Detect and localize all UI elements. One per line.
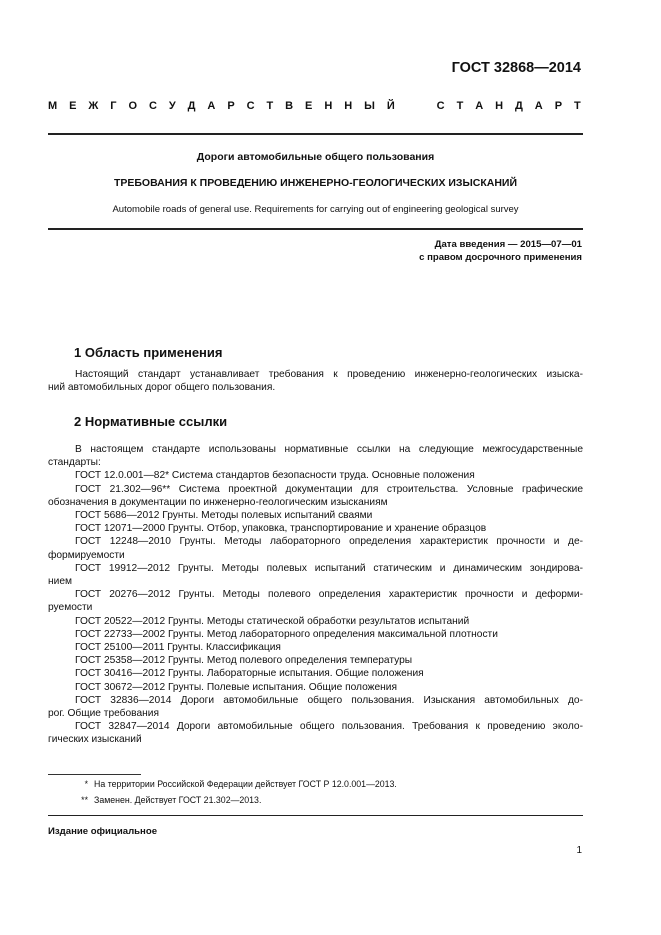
banner-letter: Е bbox=[305, 100, 313, 112]
reference-line: ГОСТ 25100—2011 Грунты. Классификация bbox=[75, 642, 281, 654]
banner-letter: Н bbox=[344, 100, 353, 112]
footnote-text: Заменен. Действует ГОСТ 21.302—2013. bbox=[94, 795, 262, 805]
banner-letter: Н bbox=[495, 100, 504, 112]
section-1-heading: 1 Область применения bbox=[74, 345, 223, 360]
document-number: ГОСТ 32868—2014 bbox=[451, 60, 581, 76]
banner-letter: Й bbox=[386, 100, 395, 112]
banner-letter: С bbox=[246, 100, 255, 112]
banner-letter: Е bbox=[69, 100, 77, 112]
reference-line: ГОСТ 25358—2012 Грунты. Метод полевого определения температуры bbox=[75, 655, 413, 667]
section-2-body bbox=[48, 443, 583, 747]
reference-line: ГОСТ 19912—2012 Грунты. Методы полевых испытаний статическим и динамическим зондирова- bbox=[75, 562, 583, 574]
banner-letter: А bbox=[207, 100, 216, 112]
footnote-mark: ** bbox=[81, 795, 88, 805]
banner-letter: Т bbox=[456, 100, 464, 112]
reference-line: ГОСТ 20522—2012 Грунты. Методы статической обработки результатов испытаний bbox=[75, 615, 470, 627]
reference-line: ГОСТ 22733—2002 Грунты. Метод лабораторного определения максимальной плотности bbox=[75, 628, 498, 640]
banner-letter: Ы bbox=[364, 100, 375, 112]
reference-line: руемости bbox=[48, 602, 93, 614]
reference-line: ГОСТ 32847—2014 Дороги автомобильные общего пользования. Требования к проведению эколо- bbox=[75, 721, 583, 733]
document-subtitle: Дороги автомобильные общего пользования bbox=[196, 151, 435, 163]
banner-letter bbox=[407, 100, 410, 112]
footnote-mark: * bbox=[84, 779, 88, 789]
introduction-date-line: Дата введения — 2015—07—01 bbox=[434, 239, 582, 250]
section-1-line: Настоящий стандарт устанавливает требования к проведению инженерно-геологических изыска- bbox=[75, 369, 583, 380]
section-1-body bbox=[48, 368, 583, 394]
reference-line: ГОСТ 20276—2012 Грунты. Методы полевого определения характеристик прочности и деформи- bbox=[75, 589, 583, 601]
footnote-divider bbox=[48, 774, 141, 775]
banner-letter: О bbox=[128, 100, 138, 112]
banner-letter: М bbox=[48, 100, 58, 112]
interstate-standard-banner bbox=[48, 100, 581, 112]
banner-letter: С bbox=[148, 100, 157, 112]
banner-letter: Г bbox=[110, 100, 117, 112]
introduction-date bbox=[419, 238, 582, 264]
document-title: ТРЕБОВАНИЯ К ПРОВЕДЕНИЮ ИНЖЕНЕРНО-ГЕОЛОГИЧЕСКИХ ИЗЫСКАНИЙ bbox=[113, 177, 518, 189]
reference-line: ГОСТ 12248—2010 Грунты. Методы лабораторного определения характеристик прочности и де- bbox=[75, 536, 583, 548]
footer-divider bbox=[48, 815, 583, 816]
banner-letter: Р bbox=[554, 100, 563, 112]
banner-letter: А bbox=[534, 100, 543, 112]
banner-letter: Н bbox=[324, 100, 333, 112]
reference-line: нием bbox=[48, 576, 72, 588]
reference-line: ГОСТ 30672—2012 Грунты. Полевые испытания. Общие положения bbox=[75, 681, 397, 693]
banner-letter: Ж bbox=[88, 100, 99, 112]
section-2-heading: 2 Нормативные ссылки bbox=[74, 414, 228, 429]
reference-line: гических изысканий bbox=[48, 734, 142, 746]
reference-line: стандарты: bbox=[48, 457, 101, 469]
reference-line: обозначения в документации по инженерно-геологическим изысканиям bbox=[48, 496, 388, 508]
reference-line: формируемости bbox=[48, 549, 125, 561]
banner-letter: Т bbox=[573, 100, 581, 112]
banner-letter: В bbox=[285, 100, 294, 112]
page-number: 1 bbox=[576, 845, 582, 856]
reference-line: рог. Общие требования bbox=[48, 708, 159, 720]
reference-line: ГОСТ 5686—2012 Грунты. Методы полевых испытаний сваями bbox=[75, 510, 373, 522]
banner-letter: Р bbox=[227, 100, 235, 112]
reference-line: ГОСТ 12071—2000 Грунты. Отбор, упаковка, транспортирование и хранение образцов bbox=[75, 523, 487, 535]
banner-letter: С bbox=[436, 100, 445, 112]
document-title-english: Automobile roads of general use. Requirements for carrying out of engineering geological survey bbox=[112, 204, 519, 215]
banner-letter: Д bbox=[187, 100, 196, 112]
footnote-2 bbox=[74, 795, 261, 805]
official-edition-label: Издание официальное bbox=[48, 826, 158, 837]
top-divider bbox=[48, 133, 583, 135]
footnote-text: На территории Российской Федерации действует ГОСТ Р 12.0.001—2013. bbox=[94, 779, 397, 789]
reference-line: ГОСТ 12.0.001—82* Система стандартов безопасности труда. Основные положения bbox=[75, 470, 475, 482]
reference-line: ГОСТ 21.302—96** Система проектной документации для строительства. Условные графические bbox=[75, 483, 583, 495]
banner-letter: У bbox=[168, 100, 176, 112]
footnote-1 bbox=[74, 779, 397, 789]
reference-line: В настоящем стандарте использованы нормативные ссылки на следующие межгосударственные bbox=[75, 444, 583, 455]
banner-letter: Д bbox=[515, 100, 523, 112]
section-1-line: ний автомобильных дорог общего пользования. bbox=[48, 382, 276, 394]
banner-letter: А bbox=[475, 100, 484, 112]
banner-letter: Т bbox=[266, 100, 274, 112]
banner-letter bbox=[422, 100, 425, 112]
early-application-line: с правом досрочного применения bbox=[419, 252, 582, 263]
reference-line: ГОСТ 32836—2014 Дороги автомобильные общего пользования. Изыскания автомобильных до- bbox=[75, 694, 583, 706]
reference-line: ГОСТ 30416—2012 Грунты. Лабораторные испытания. Общие положения bbox=[75, 668, 424, 680]
title-divider bbox=[48, 228, 583, 230]
